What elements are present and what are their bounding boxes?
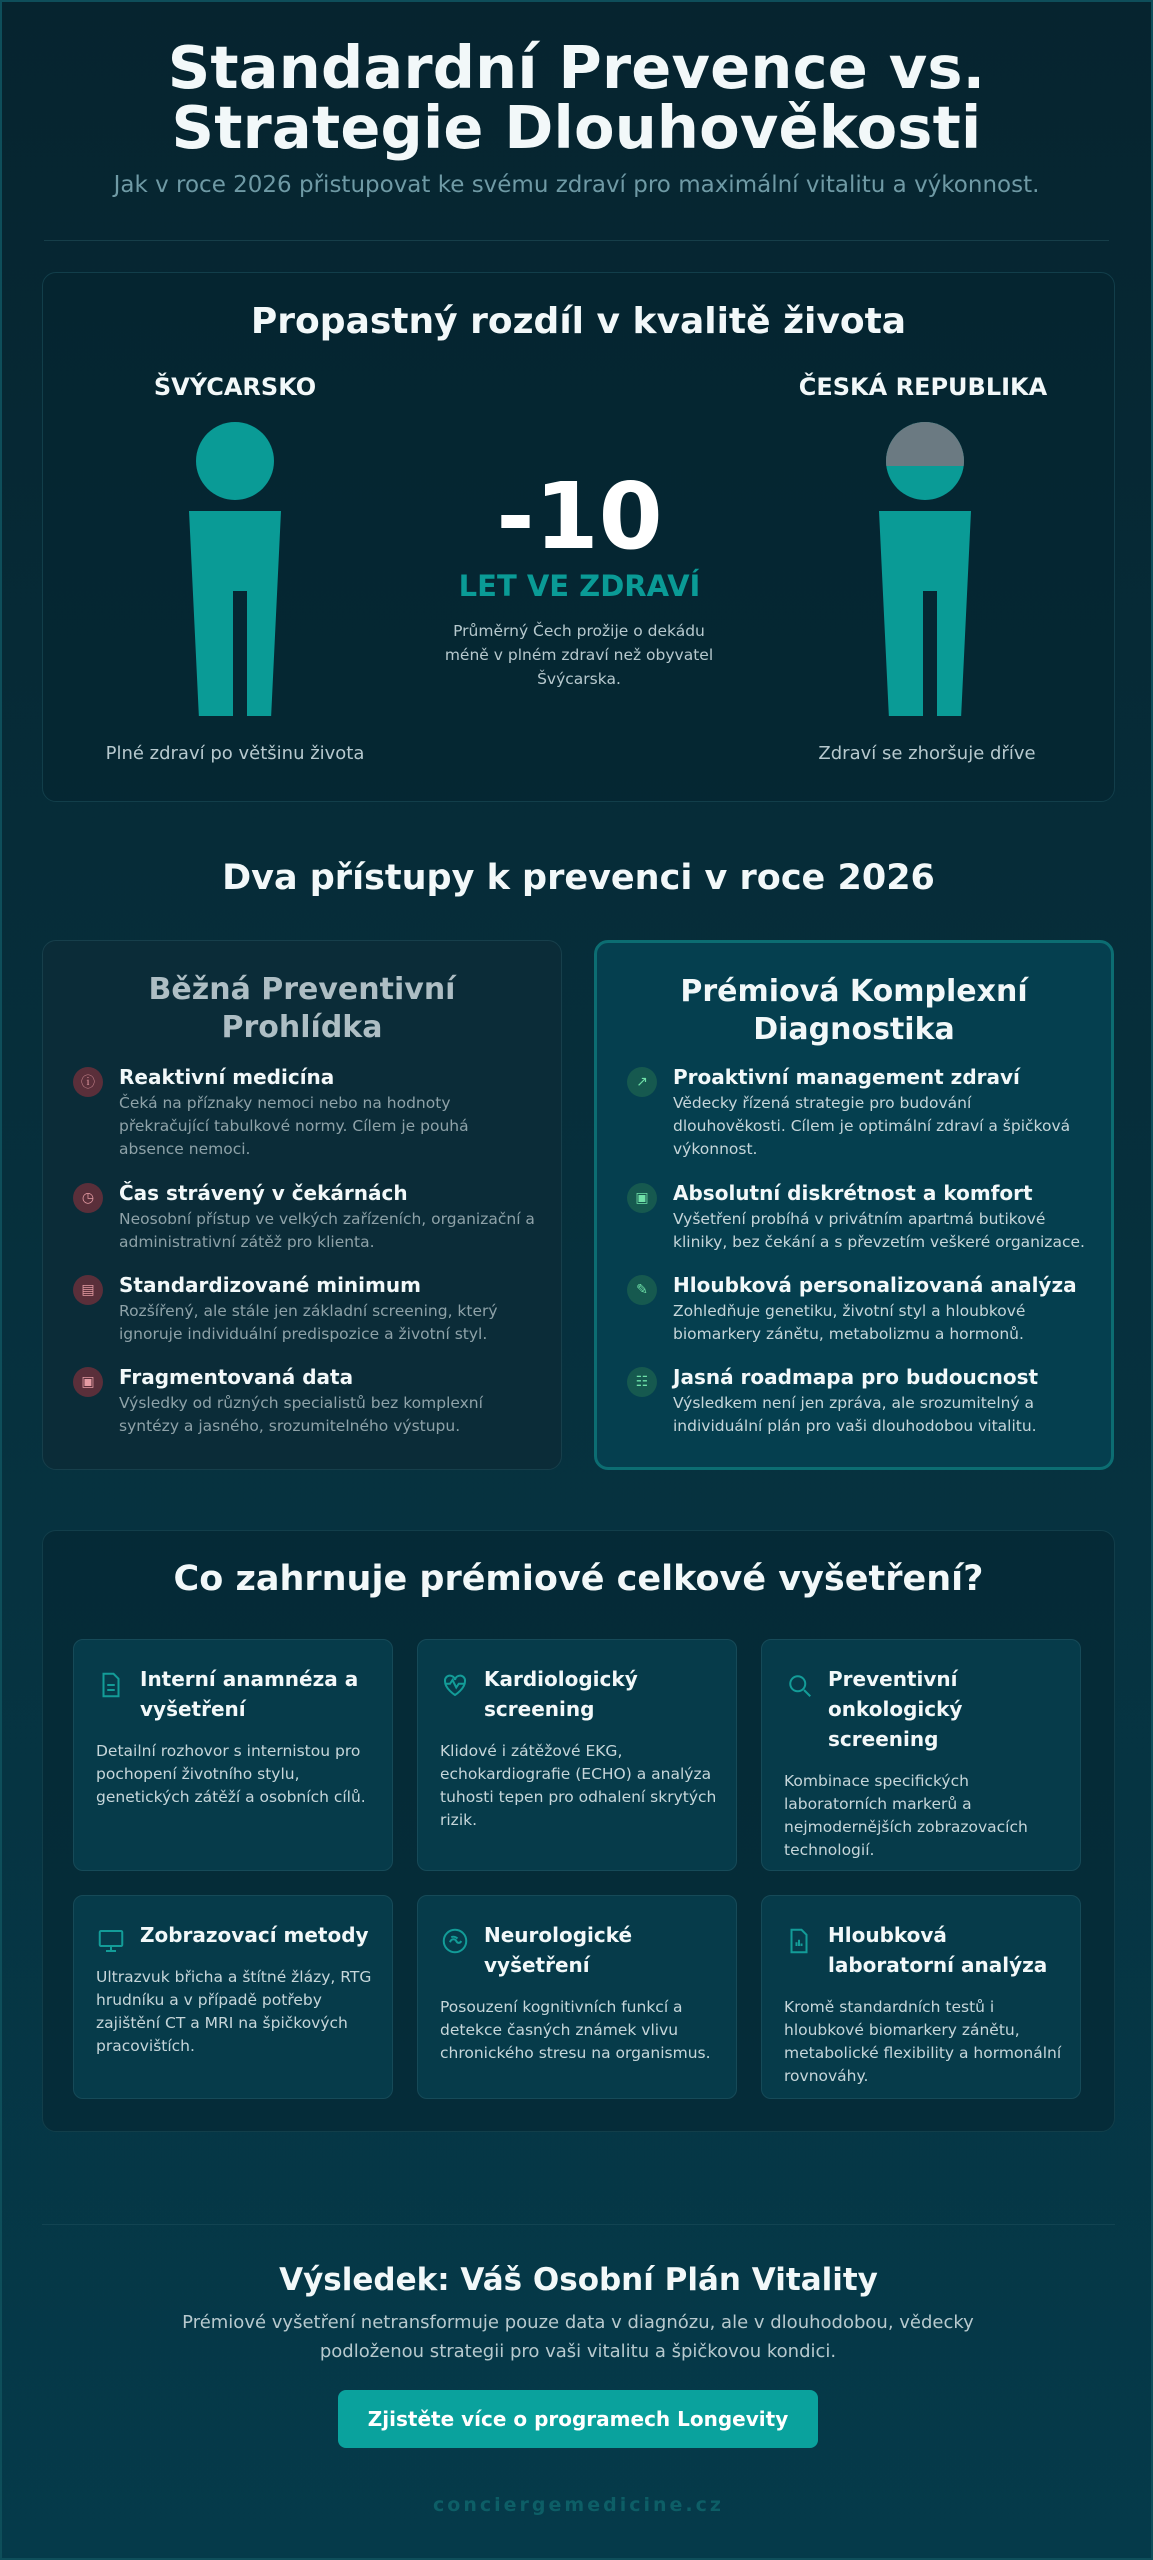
search-icon bbox=[784, 1670, 814, 1700]
health-gap-card bbox=[42, 272, 1115, 802]
monitor-icon bbox=[96, 1926, 126, 1956]
premium-diagnostics-column bbox=[594, 940, 1114, 1470]
divider bbox=[42, 2224, 1115, 2225]
result-description: Prémiové vyšetření netransformuje pouze data v diagnózu, ale v dlouhodobou, vědecky podloženou strategii pro vaši vitalitu a špičkovou kondici. bbox=[182, 2312, 974, 2362]
country-label-switzerland: ŠVÝCARSKO bbox=[153, 373, 317, 401]
premium-item bbox=[627, 1065, 1085, 1161]
country-label-czech: ČESKÁ REPUBLIKA bbox=[798, 373, 1048, 401]
exam-tile-title: Zobrazovací metody bbox=[140, 1923, 369, 1947]
premium-item bbox=[627, 1273, 1085, 1346]
premium-item-title: Hloubková personalizovaná analýza bbox=[673, 1273, 1077, 1297]
person-czech-icon bbox=[875, 421, 975, 716]
health-years-description: Průměrný Čech prožije o dekádu méně v plném zdraví než obyvatel Švýcarska. bbox=[444, 622, 714, 688]
premium-item bbox=[627, 1365, 1085, 1438]
trending-up-icon: ↗ bbox=[627, 1067, 657, 1097]
clipboard-icon: ▤ bbox=[73, 1275, 103, 1305]
premium-item-title: Proaktivní management zdraví bbox=[673, 1065, 1020, 1089]
basic-item-desc: Výsledky od různých specialistů bez komplexní syntézy a jasného, srozumitelného výstupu. bbox=[119, 1394, 483, 1435]
basic-item-desc: Rozšířený, ale stále jen základní screening, který ignoruje individuální predispozice a životní styl. bbox=[119, 1302, 498, 1343]
header bbox=[2, 2, 1151, 198]
exam-tile-desc: Posouzení kognitivních funkcí a detekce časných známek vlivu chronického stresu na organismus. bbox=[440, 1998, 711, 2062]
longevity-programs-button[interactable]: Zjistěte více o programech Longevity bbox=[338, 2390, 818, 2448]
exam-tile-title: Neurologické vyšetření bbox=[484, 1923, 633, 1977]
premium-item-desc: Zohledňuje genetiku, životní styl a hloubkové biomarkery zánětu, metabolizmu a hormonů. bbox=[673, 1302, 1026, 1343]
exam-tile-title: Interní anamnéza a vyšetření bbox=[140, 1667, 359, 1721]
caption-czech: Zdraví se zhoršuje dříve bbox=[818, 743, 1036, 764]
gap-title: Propastný rozdíl v kvalitě života bbox=[250, 301, 907, 342]
basic-item bbox=[73, 1181, 535, 1254]
exam-tile-desc: Detailní rozhovor s internistou pro pochopení životního stylu, genetických zátěží a osobních cílů. bbox=[96, 1742, 366, 1806]
basic-item bbox=[73, 1273, 535, 1346]
exam-tile bbox=[73, 1639, 393, 1871]
basic-item-title: Reaktivní medicína bbox=[119, 1065, 335, 1089]
premium-item-desc: Výsledkem není jen zpráva, ale srozumitelný a individuální plán pro vaši dlouhodobou vitalitu. bbox=[673, 1394, 1037, 1435]
document-search-icon: ✎ bbox=[627, 1275, 657, 1305]
clock-icon: ◷ bbox=[73, 1183, 103, 1213]
exam-tile-title: Preventivní onkologický screening bbox=[828, 1667, 963, 1751]
exam-tile bbox=[73, 1895, 393, 2099]
premium-item-title: Jasná roadmapa pro budoucnost bbox=[673, 1365, 1039, 1389]
exam-contents-card bbox=[42, 1530, 1115, 2132]
exam-tile-desc: Kombinace specifických laboratorních markerů a nejmodernějších zobrazovacích technologií. bbox=[784, 1772, 1028, 1859]
premium-item-title: Absolutní diskrétnost a komfort bbox=[673, 1181, 1033, 1205]
basic-item bbox=[73, 1365, 535, 1438]
file-text-icon bbox=[96, 1670, 126, 1700]
brand-footer[interactable]: conciergemedicine.cz bbox=[433, 2494, 724, 2516]
basic-item-title: Standardizované minimum bbox=[119, 1273, 421, 1297]
exam-tile bbox=[417, 1639, 737, 1871]
page-title: Standardní Prevence vs. Strategie Dlouhověkosti bbox=[167, 33, 986, 162]
basic-item bbox=[73, 1065, 535, 1161]
basic-item-desc: Čeká na příznaky nemoci nebo na hodnoty překračující tabulkové normy. Cílem je pouhá absence nemoci. bbox=[119, 1094, 469, 1158]
heart-pulse-icon bbox=[440, 1670, 470, 1700]
health-years-unit: LET VE ZDRAVÍ bbox=[458, 569, 701, 603]
page-subtitle: Jak v roce 2026 přistupovat ke svému zdraví pro maximální vitalitu a výkonnost. bbox=[113, 172, 1040, 198]
result-title: Výsledek: Váš Osobní Plán Vitality bbox=[279, 2262, 878, 2298]
premium-diagnostics-title: Prémiová Komplexní Diagnostika bbox=[680, 974, 1028, 1047]
health-years-difference: -10 bbox=[496, 463, 663, 570]
exam-tile-desc: Kromě standardních testů i hloubkové biomarkery zánětu, metabolické flexibility a hormonální rovnováhy. bbox=[784, 1998, 1062, 2085]
exam-tile-desc: Klidové i zátěžové EKG, echokardiografie (ECHO) a analýza tuhosti tepen pro odhalení skrytých rizik. bbox=[440, 1742, 717, 1829]
exam-tile bbox=[417, 1895, 737, 2099]
premium-item-desc: Vědecky řízená strategie pro budování dlouhověkosti. Cílem je optimální zdraví a špičková výkonnost. bbox=[673, 1094, 1071, 1158]
exam-tile-title: Kardiologický screening bbox=[484, 1667, 638, 1721]
basic-checkup-title: Běžná Preventivní Prohlídka bbox=[148, 972, 456, 1045]
brain-icon bbox=[440, 1926, 470, 1956]
exam-title: Co zahrnuje prémiové celkové vyšetření? bbox=[173, 1559, 984, 1599]
file-chart-icon bbox=[784, 1926, 814, 1956]
basic-checkup-column bbox=[42, 940, 562, 1470]
map-icon: ☷ bbox=[627, 1367, 657, 1397]
approaches-title: Dva přístupy k prevenci v roce 2026 bbox=[222, 858, 935, 898]
premium-item bbox=[627, 1181, 1085, 1254]
premium-item-desc: Vyšetření probíhá v privátním apartmá butikové kliniky, bez čekání a s převzetím veškeré organizace. bbox=[673, 1210, 1085, 1251]
alert-circle-icon: ⓘ bbox=[73, 1067, 103, 1097]
basic-item-desc: Neosobní přístup ve velkých zařízeních, organizační a administrativní zátěž pro klienta. bbox=[119, 1210, 535, 1251]
exam-tile bbox=[761, 1639, 1081, 1871]
exam-tile-desc: Ultrazvuk břicha a štítné žlázy, RTG hrudníku a v případě potřeby zajištění CT a MRI na špičkových pracovištích. bbox=[96, 1968, 372, 2055]
lock-icon: ▣ bbox=[627, 1183, 657, 1213]
caption-switzerland: Plné zdraví po většinu života bbox=[105, 743, 365, 764]
exam-tile-title: Hloubková laboratorní analýza bbox=[828, 1923, 1048, 1977]
box-icon: ▣ bbox=[73, 1367, 103, 1397]
basic-item-title: Fragmentovaná data bbox=[119, 1365, 354, 1389]
exam-tile bbox=[761, 1895, 1081, 2099]
basic-item-title: Čas strávený v čekárnách bbox=[119, 1181, 408, 1205]
divider bbox=[44, 240, 1109, 241]
